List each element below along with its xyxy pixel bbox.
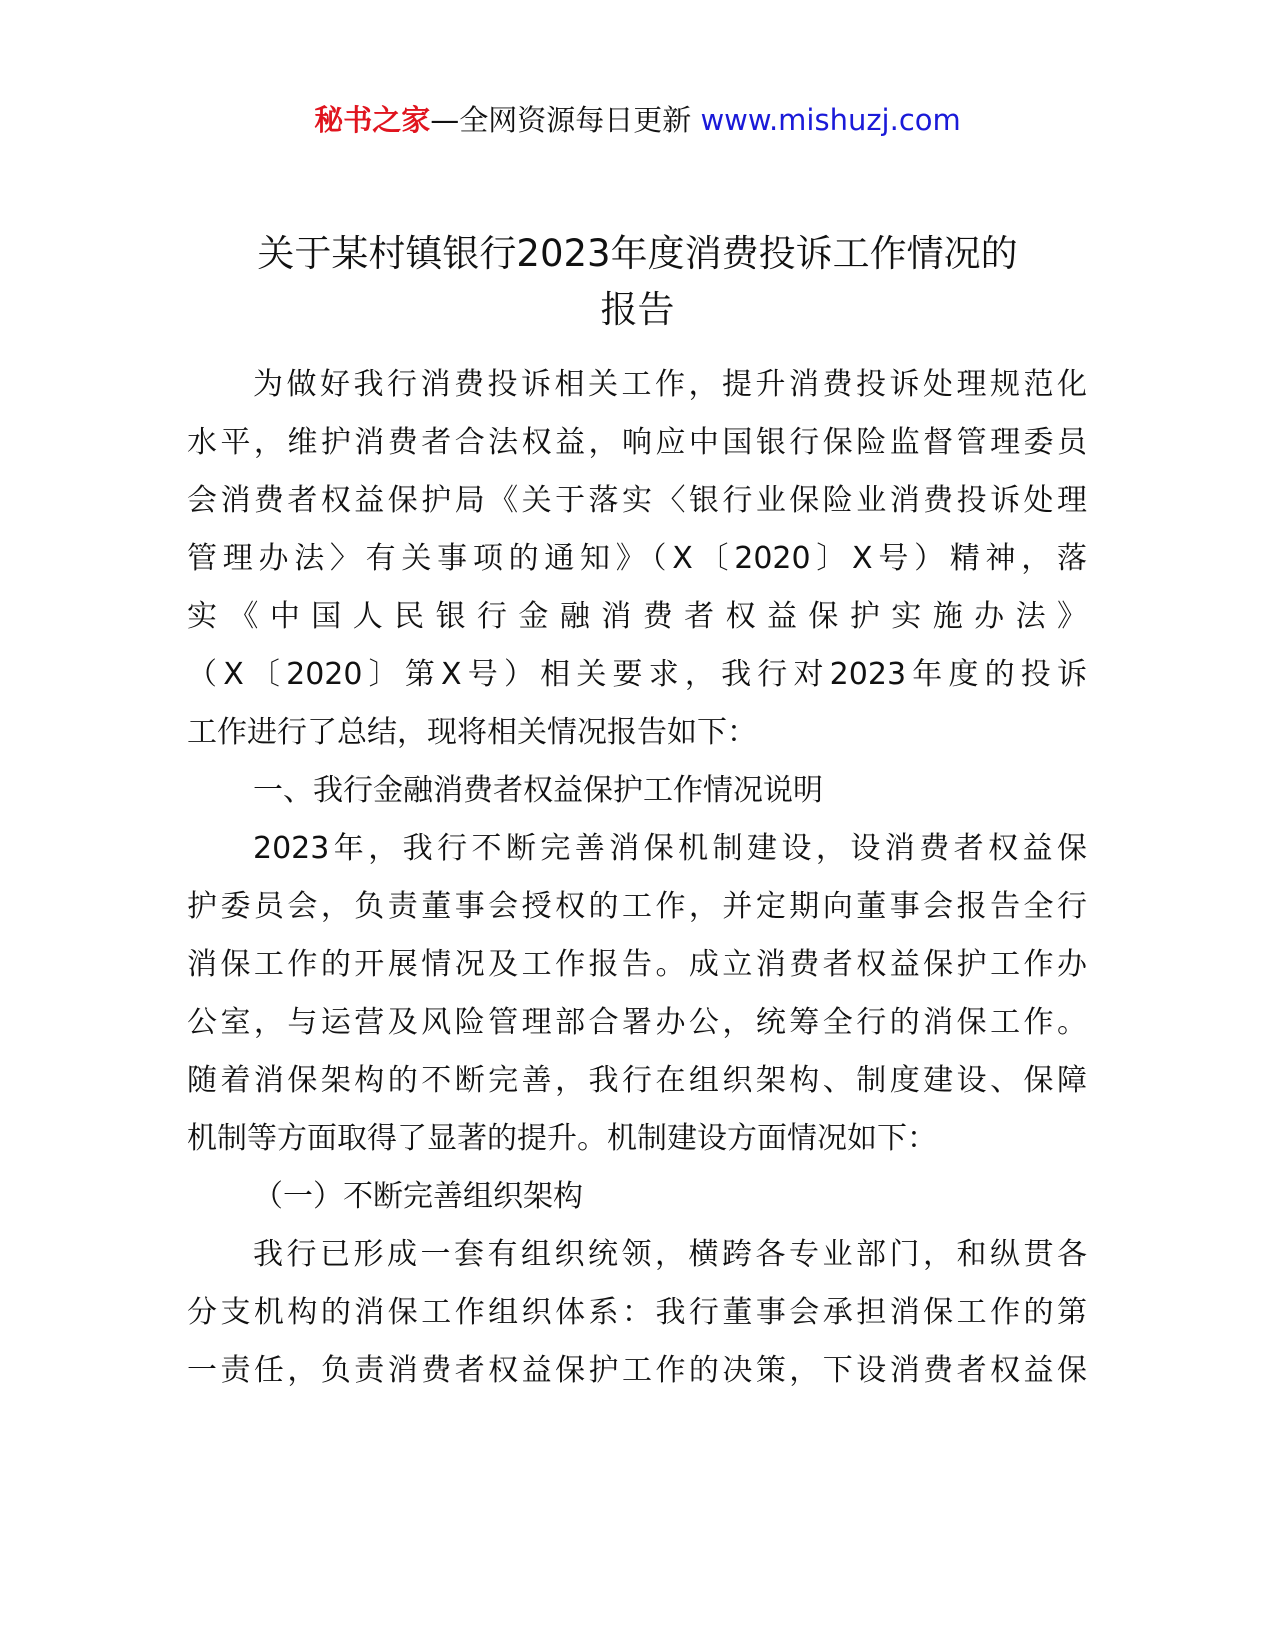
text-line: 为做好我行消费投诉相关工作，提升消费投诉处理规范化 — [253, 367, 1087, 402]
text-line: 护委员会，负责董事会授权的工作，并定期向董事会报告全行 — [187, 889, 1087, 924]
title-line-1: 关于某村镇银行2023年度消费投诉工作情况的 — [257, 232, 1018, 275]
brand-name: 秘书之家 — [314, 103, 431, 137]
document-body — [187, 356, 1087, 1400]
page-header — [0, 100, 1275, 140]
paragraph-2 — [187, 820, 1087, 1168]
paragraph-intro — [187, 356, 1087, 762]
text-line: 实《中国人民银行金融消费者权益保护实施办法》 — [187, 599, 1087, 634]
text-line: 一责任，负责消费者权益保护工作的决策，下设消费者权益保 — [187, 1353, 1087, 1388]
text-line: 我行已形成一套有组织统领，横跨各专业部门，和纵贯各 — [253, 1237, 1087, 1272]
text-line: 水平，维护消费者合法权益，响应中国银行保险监督管理委员 — [187, 425, 1087, 460]
text-line: 管理办法〉有关事项的通知》（X〔2020〕X号）精神，落 — [187, 541, 1087, 576]
text-line: 工作进行了总结，现将相关情况报告如下： — [187, 715, 757, 750]
website-link[interactable]: www.mishuzj.com — [700, 103, 961, 137]
text-line: 分支机构的消保工作组织体系：我行董事会承担消保工作的第 — [187, 1295, 1087, 1330]
header-slogan: —全网资源每日更新 — [430, 103, 701, 137]
text-line: 2023年，我行不断完善消保机制建设，设消费者权益保 — [253, 831, 1087, 866]
text-line: 随着消保架构的不断完善，我行在组织架构、制度建设、保障 — [187, 1063, 1087, 1098]
text-line: 机制等方面取得了显著的提升。机制建设方面情况如下： — [187, 1121, 937, 1156]
text-line: 会消费者权益保护局《关于落实〈银行业保险业消费投诉处理 — [187, 483, 1087, 518]
title-line-2: 报告 — [600, 288, 675, 331]
text-line: 消保工作的开展情况及工作报告。成立消费者权益保护工作办 — [187, 947, 1087, 982]
section-heading-1: 一、我行金融消费者权益保护工作情况说明 — [253, 773, 823, 808]
paragraph-3 — [187, 1226, 1087, 1400]
text-line: （X〔2020〕第X号）相关要求，我行对2023年度的投诉 — [187, 657, 1087, 692]
text-line: 公室，与运营及风险管理部合署办公，统筹全行的消保工作。 — [187, 1005, 1087, 1040]
document-title — [150, 226, 1125, 338]
subsection-heading-1: （一）不断完善组织架构 — [253, 1179, 583, 1214]
